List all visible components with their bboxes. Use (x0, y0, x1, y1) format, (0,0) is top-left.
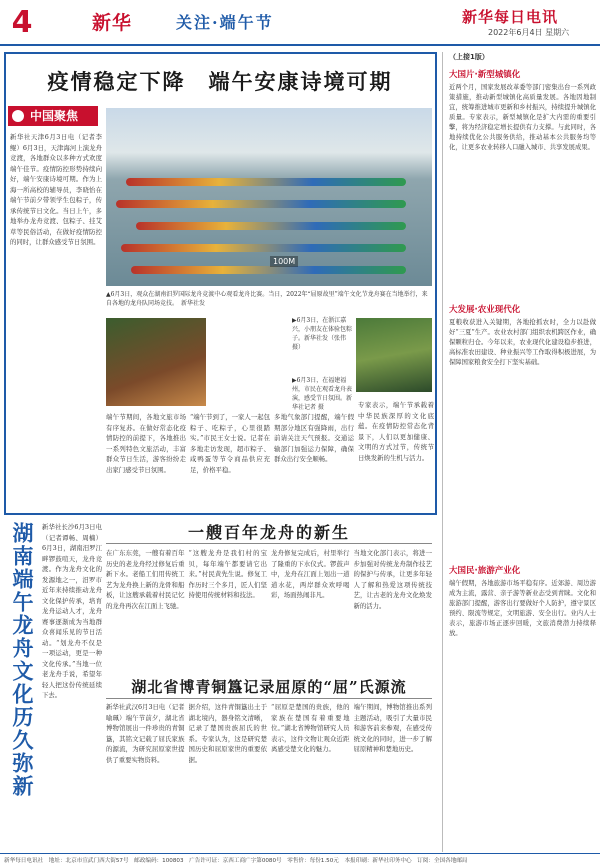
feature-body-col: 端午节期间，各地文旅市场有序复苏。在做好常态化疫情防控的前提下，各地推出一系列特色文旅活动，丰富群众节日生活，游客纷纷走出家门感受节日氛围。 (106, 413, 186, 474)
divider (106, 698, 432, 699)
newspaper-masthead: 新华每日电讯 (462, 8, 559, 26)
festival-photo-small (356, 318, 432, 392)
photo-caption-main: ▲6月3日，观众在湖南汨罗国际龙舟竞渡中心观看龙舟比赛。当日，2022年“屈原故里”端午文化节龙舟赛在当地举行，来自各地的龙舟队同场竞技。 新华社发 (106, 291, 428, 307)
dragon-boat-photo-small (106, 318, 206, 406)
issue-date: 2022年6月4日 星期六 (488, 28, 570, 37)
right-section-title: 大国片·新型城镇化 (449, 70, 521, 80)
photo-distance-label: 100M (270, 256, 298, 267)
dragon-article-body (106, 548, 432, 668)
page-number: 4 (11, 5, 33, 40)
section-title: 关注·端午节 (176, 13, 274, 32)
article-column: “这艘龙舟是我们村的宝贝，每年端午都要请它出来。”村民黄先生说。修复工作历时三个多月，匠人们坚持使用传统材料和技法。 (188, 549, 267, 599)
article-column: 龙舟修复完成后，村里举行了隆重的下水仪式。锣鼓声中，龙舟在江面上划出一道道水花，两岸群众欢呼喝彩，场面热闹非凡。 (271, 549, 350, 599)
right-section-title: 大发展·农业现代化 (449, 305, 521, 315)
feature-lede: 新华社天津6月3日电（记者李鲲）6月3日，天津海河上演龙舟竞渡，各地群众以多种方式欢度端午佳节。疫情防控形势持续向好，端午安康诗境可期。作为上海一所高校的辅导员，李晓怡在端午节前夕带领学生包粽子，传承传统节日文化。当日上午，多地举办龙舟竞渡、包粽子、挂艾草等民俗活动，在做好疫情防控的同时，让群众感受节日氛围。 (10, 133, 102, 246)
article-column: 在广东东莞，一艘有着百年历史的老龙舟经过修复后重新下水。老船工们用传统工艺为龙舟换上新的龙骨和船板，让这艘承载着村民记忆的龙舟再次在江面上飞驰。 (106, 549, 185, 610)
divider (106, 543, 432, 544)
right-section-body: 端午假期，各地旅游市场平稳有序。近郊游、周边游成为主流，露营、亲子游等新业态受到青睐。文化和旅游部门提醒，游客出行要做好个人防护，遵守景区预约、限流等规定，文明旅游、安全出行。业内人士表示，旅游市场正逐步回暖，文旅消费潜力持续释放。 (449, 580, 596, 637)
boat-shape (121, 244, 406, 252)
photo-caption-small-1: ▶6月3日，在浙江嘉兴，小朋友在体验包粽子。新华社发（张伟摄） (292, 317, 353, 351)
feature-body-col: “端午节到了，一家人一起包粽子、吃粽子，心里很踏实。”市民王女士说。记者在多地走访发现，超市粽子、咸鸭蛋等节令商品供应充足，价格平稳。 (190, 413, 270, 474)
feature-body-col: 多地气象部门提醒，端午假期部分地区有强降雨，出行前请关注天气预报。交通运输部门加强运力保障，确保群众出行安全顺畅。 (274, 413, 354, 463)
hubei-article-headline: 湖北省博青铜簋记录屈原的“屈”氏源流 (131, 678, 407, 696)
right-section-body: 夏粮收获进入关键期，各地抢抓农时，全力以赴做好“三夏”生产。农业农村部门组织农机跨区作业，确保颗粒归仓。今年以来，农业现代化建设稳步推进，高标准农田建设、种业振兴等工作取得积极进展，为保障国家粮食安全打下坚实基础。 (449, 319, 596, 366)
right-column (442, 52, 596, 852)
dragon-boat-race-photo (106, 108, 432, 286)
article-column: 当地文化部门表示，将进一步加强对传统龙舟制作技艺的保护与传承，让更多年轻人了解和热爱这项传统技艺，让古老的龙舟文化焕发新的活力。 (353, 549, 432, 610)
boat-shape (116, 200, 406, 208)
vertical-headline: 湖南端午龙舟文化历久弥新 (10, 522, 35, 798)
continued-label: （上接1版） (449, 53, 489, 61)
boat-shape (126, 178, 406, 186)
feature-headline: 疫情稳定下降 端午安康诗境可期 (47, 69, 393, 94)
boat-shape (136, 222, 406, 230)
footer-divider (0, 853, 600, 854)
focus-tag-icon (12, 110, 24, 122)
hunan-article-body: 新华社长沙6月3日电（记者谭畅、周楠）6月3日，湖南汨罗江畔锣鼓喧天，龙舟竞渡。作为龙舟文化的发源地之一，汨罗市近年来持续推动龙舟文化保护传承，培育龙舟运动人才，龙舟赛事逐渐成为当地群众喜闻乐见的节日活动。“划龙舟不仅是一项运动，更是一种文化传承。”当地一位老龙舟手说，希望年轻人把这份传统延续下去。 (42, 523, 102, 699)
article-column: “屈原是楚国的贵族，他的家族在楚国有着重要地位。”湖北省博物馆研究人员表示，这件文物让观众近距离感受楚文化的魅力。 (271, 703, 350, 753)
photo-caption-small-2: ▶6月3日，在福建福州，市民在观看龙舟表演，感受节日氛围。新华社记者 摄 (292, 377, 353, 411)
focus-tag: 中国聚焦 (8, 106, 98, 126)
page-footer: 新华每日电讯社 地址：北京市宣武门西大街57号 邮政编码：100803 广告许可证：京西工商广字第0080号 零售价：每份1.50元 本报印刷：新华社印务中心 订阅：全国各地邮局 (4, 858, 468, 864)
right-section-body: 近两个月，国家发展改革委等部门密集出台一系列政策措施，推动新型城镇化高质量发展。各地因地制宜，统筹推进城市更新和乡村振兴，持续提升城镇化质量。专家表示，新型城镇化是扩大内需的重要引擎，将为经济稳定增长提供有力支撑。与此同时，各地持续优化公共服务供给，推动基本公共服务均等化，让更多农业转移人口融入城市、共享发展成果。 (449, 84, 596, 151)
article-column: 端午期间，博物馆推出系列主题活动，吸引了大量市民和游客前来参观，在感受传统文化的同时，进一步了解屈原精神和楚地历史。 (353, 703, 432, 753)
article-column: 据介绍，这件青铜簋出土于湖北境内，器身铭文清晰，记录了楚国贵族屈氏的世系。专家认为，这是研究楚国历史和屈原家世的重要依据。 (188, 703, 267, 764)
brand-logo-left: 新华 (92, 12, 133, 34)
article-column: 新华社武汉6月3日电（记者喻珮）端午节前夕，湖北省博物馆展出一件珍贵的青铜簋，其铭文记载了屈氏家族的源流，为研究屈原家世提供了重要实物资料。 (106, 703, 185, 764)
boat-shape (131, 266, 406, 274)
dragon-article-headline: 一艘百年龙舟的新生 (187, 523, 350, 542)
hubei-article-body (106, 702, 432, 852)
feature-body-col: 专家表示，端午节承载着中华民族深厚的文化底蕴。在疫情防控常态化背景下，人们以更加健康、文明的方式过节，传统节日焕发新的生机与活力。 (358, 401, 434, 462)
right-section-title: 大国民·旅游产业化 (449, 566, 521, 576)
